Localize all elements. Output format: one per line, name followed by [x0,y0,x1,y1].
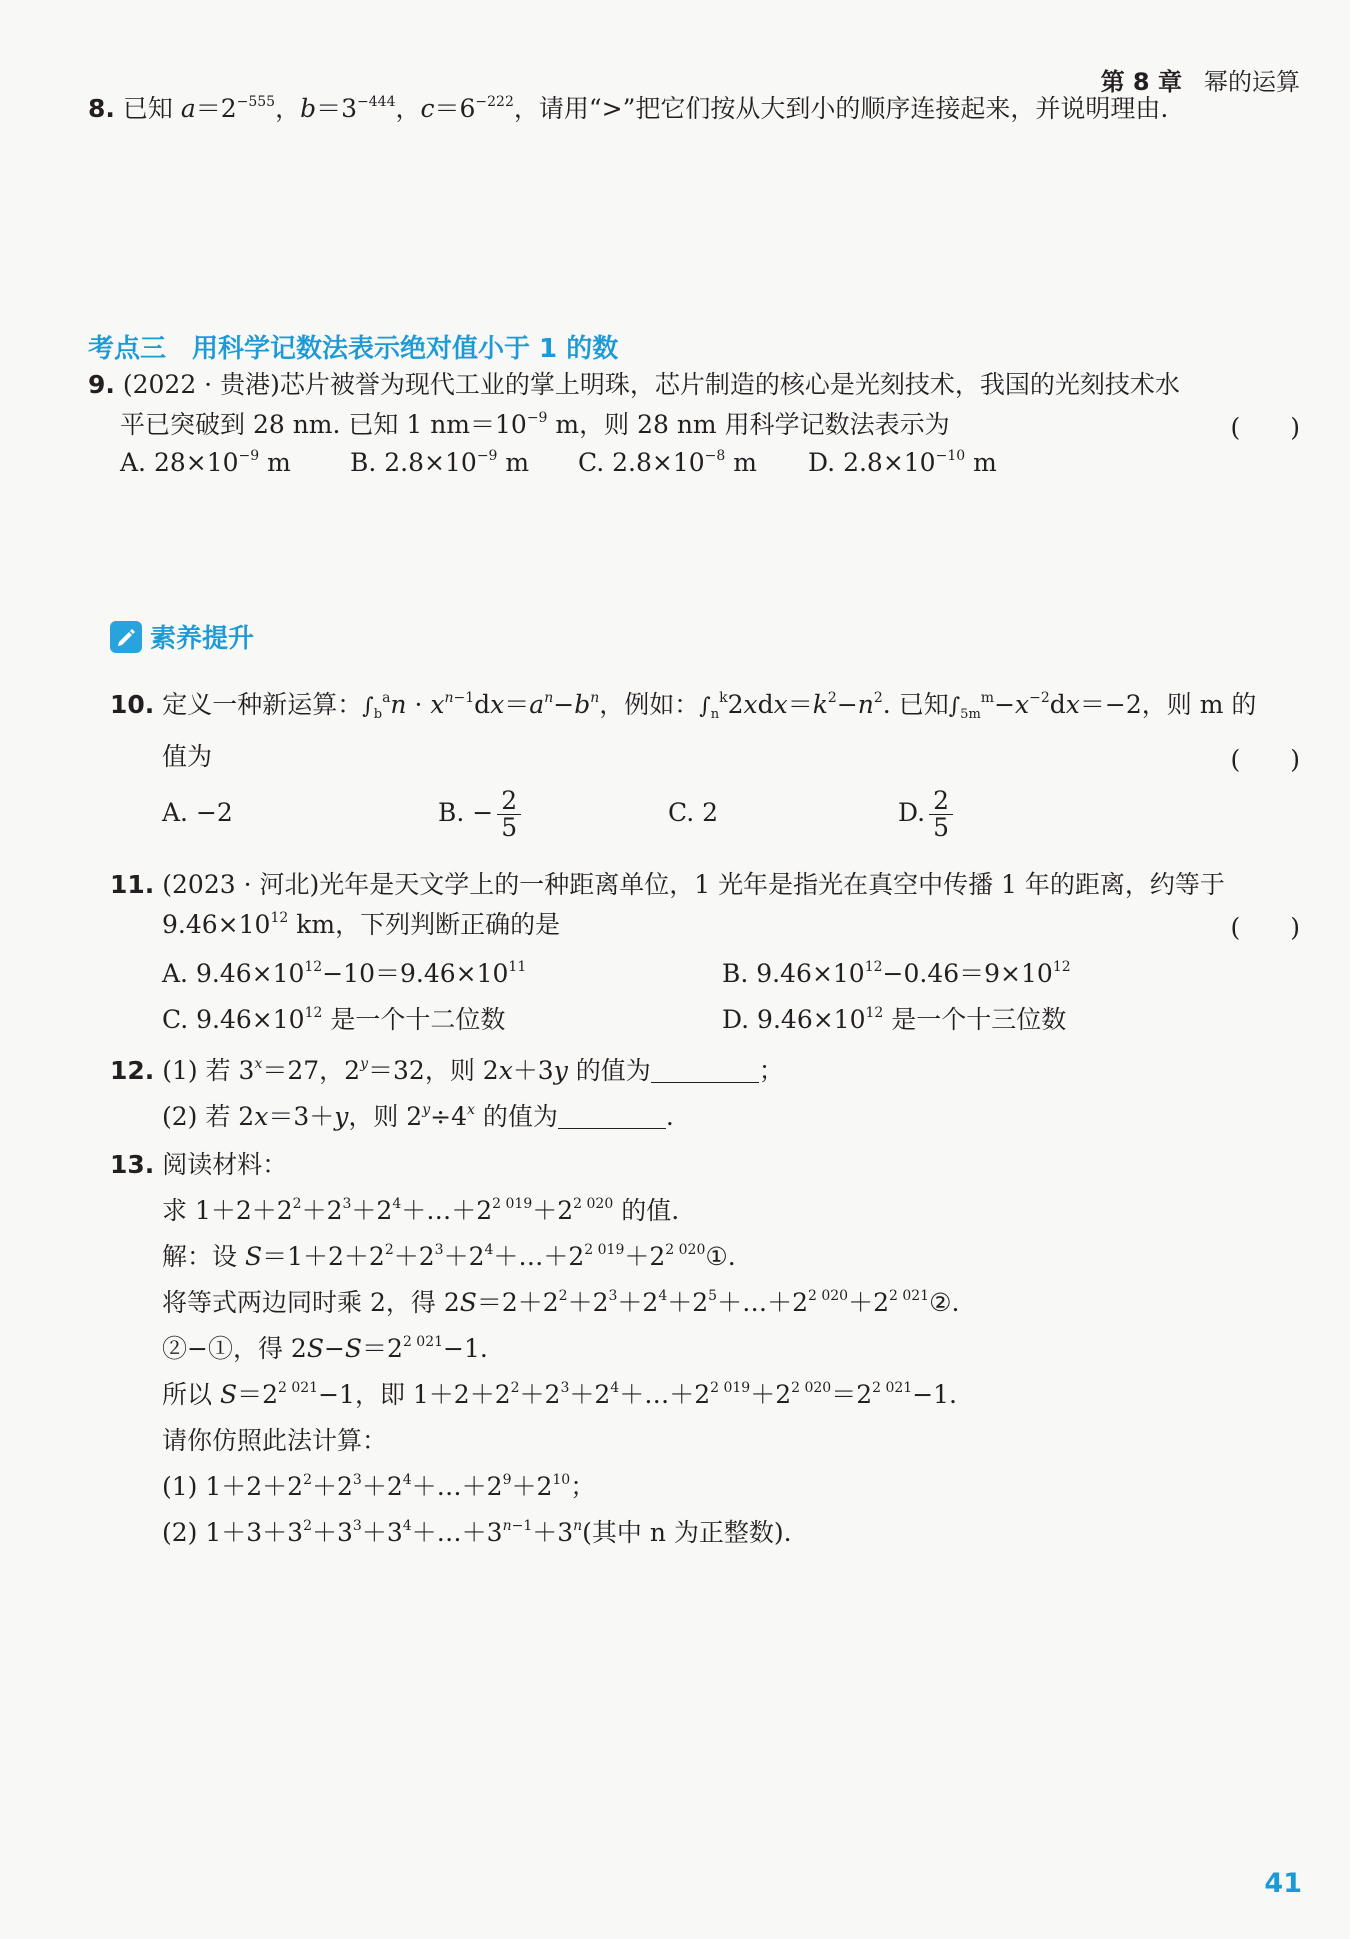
question-number: 13. [110,1150,155,1179]
question-12: 12. (1) 若 $3^x=27$，$2^y=32$，则 2x＋3y 的值为 ； (2) 若 2x＝3＋y，则 $2^y\div 4^x$ 的值为 . [110,1056,784,1131]
question-number: 12. [110,1056,155,1085]
answer-blank[interactable] [558,1102,666,1129]
choice-c: C. 2 [668,798,719,827]
answer-blank[interactable] [651,1056,759,1083]
choice-a: A. $9.46\times 10^{12}-10=9.46\times 10^{11}$ [162,959,527,988]
section-title: 素养提升 [150,624,255,654]
choice-b: B. $9.46\times 10^{12}-0.46=9\times 10^{12}$ [722,959,1071,988]
answer-paren: ( ) [1230,745,1300,774]
question-8 [88,92,1298,132]
choice-b: B. − $\frac{2}{5}$ [438,788,521,841]
question-number: 10. [110,690,155,719]
section-title: 考点三 用科学记数法表示绝对值小于 1 的数 [88,334,619,364]
page-number: 41 [1264,1868,1302,1899]
question-9: 9. (2022 · 贵港)芯片被誉为现代工业的掌上明珠，芯片制造的核心是光刻技术，我国的光刻技术水 平已突破到 28 nm. 已知 1 $nm=10^{-9}$ m，则 28 nm 用科学记数法表示为 ( ) A. $28\times 10^{-9}$ m B. $2.8\times 10^{-9}$ m C. $2.8\times 10^{-8}$ m D. $2.8\times 10^{-10}$ m [88,370,1300,477]
answer-paren: ( ) [1230,913,1300,942]
choice-a: A. $28\times 10^{-9}$ m [120,448,291,477]
question-number: 8. [88,94,115,123]
question-13: 13. 阅读材料： 求 $1+2+2^2+2^3+2^4+\dots+2^{2 019}+2^{2 020}$ 的值. 解：设 $S=1+2+2^2+2^3+2^4+\dots+2^{2 019}+2^{2 020}①$. 将等式两边同时乘 2，得 $2S=2+2^2+2^3+2^4+2^5+\dots+2^{2 020}+2^{2 021}②$. ②−①，得 $2S-S=2^{2 021}-1$. 所以 $S=2^{2 021}-1$，即 $1+2+2^2+2^3+2^4+\dots+2^{2 019}+2^{2 020}=2^{2 021}-1$. 请你仿照此法计算： (1) $1+2+2^2+2^3+2^4+\dots+2^9+2^{10}$； (2) $1+3+3^2+3^3+3^4+\dots+3^{n-1}+3^n$(其中 n 为正整数). [110,1150,960,1547]
choice-b: B. $2.8\times 10^{-9}$ m [350,448,530,477]
choice-d: D. $\frac{2}{5}$ [898,788,953,841]
choice-c: C. $2.8\times 10^{-8}$ m [578,448,757,477]
question-8-line: 8. 已知 $a=2^{-555}$，$b=3^{-444}$，$c=6^{-222}$，请用“>”把它们按从大到小的顺序连接起来，并说明理由. [88,94,1169,123]
question-number: 11. [110,870,155,899]
choice-d: D. $2.8\times 10^{-10}$ m [808,448,997,477]
question-10: 10. 定义一种新运算：$\int_b^an \cdot x^{n-1}dx=a^n-b^n$，例如：$\int_n^k2xdx=k^2-n^2$. 已知$\int_{5m}^m-x^{-2}dx=-2$，则 m 的 值为 ( ) A. −2 B. − $\frac{2}{5}$ C. 2 D. $\frac{2}{5}$ [110,690,1300,842]
chapter-label: 第 8 章 [1100,68,1182,96]
choice-d: D. $9.46\times 10^{12}$ 是一个十三位数 [722,1005,1067,1034]
question-number: 9. [88,370,115,399]
answer-paren: ( ) [1230,413,1300,442]
choice-c: C. $9.46\times 10^{12}$ 是一个十二位数 [162,1005,506,1034]
choice-a: A. −2 [162,798,233,827]
section-badge [110,618,254,655]
pencil-icon [110,621,142,653]
chapter-title: 幂的运算 [1204,68,1300,96]
question-11: 11. (2023 · 河北)光年是天文学上的一种距离单位，1 光年是指光在真空中传播 1 年的距离，约等于 $9.46\times 10^{12}$ km，下列判断正确的是 ( ) A. $9.46\times 10^{12}-10=9.46\times 10^{11}$ B. $9.46\times 10^{12}-0.46=9\times 10^{12}$ C. $9.46\times 10^{12}$ 是一个十二位数 D. $9.46\times 10^{12}$ 是一个十三位数 [110,870,1300,1034]
